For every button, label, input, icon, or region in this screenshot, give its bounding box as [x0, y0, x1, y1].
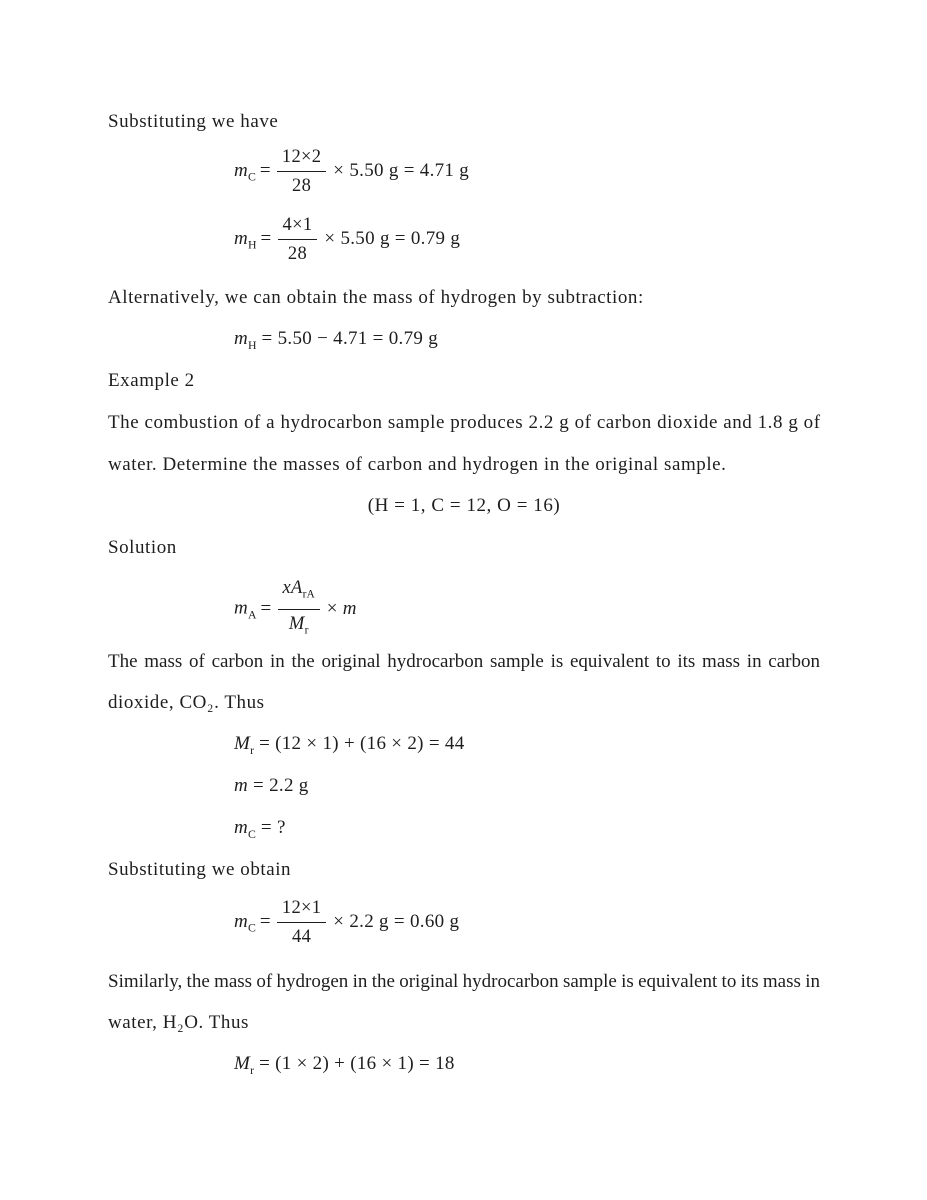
numerator-subscript: rA — [302, 588, 315, 601]
fraction-numerator: 12×2 — [277, 146, 326, 172]
multiplication-sign: × — [326, 597, 338, 619]
subscript-h: H — [248, 238, 257, 252]
variable-m: m — [234, 227, 249, 249]
fraction-denominator: 44 — [292, 927, 312, 947]
subscript-c: C — [248, 170, 256, 184]
carbon-paragraph-line-1: The mass of carbon in the original hydrocarbon sample is equivalent to its mass in carbon — [108, 651, 820, 672]
equals-sign: = — [259, 159, 271, 181]
page-content — [108, 0, 820, 1200]
hydrogen-paragraph-line-2: water, H₂O. Thus — [108, 1012, 249, 1033]
equals-sign: = — [259, 910, 271, 932]
equation-tail: × 2.2 g = 0.60 g — [333, 910, 460, 932]
equation-m-value — [234, 774, 309, 798]
fraction — [277, 146, 326, 197]
equation-mr-h2o — [234, 1052, 455, 1083]
equation-mc-unknown — [234, 816, 286, 847]
equation-mh-subtraction — [234, 327, 438, 358]
equation-tail: = ? — [260, 817, 286, 838]
fraction-denominator — [278, 610, 320, 642]
fraction — [278, 214, 318, 265]
fraction — [278, 577, 320, 641]
denominator-subscript: r — [304, 624, 309, 637]
example-heading: Example 2 — [108, 370, 195, 391]
variable-mr: M — [234, 733, 251, 754]
equation-mc-result — [234, 897, 459, 948]
variable-m: m — [234, 159, 249, 181]
equation-tail: = 2.2 g — [253, 775, 309, 796]
equation-ma-general — [234, 577, 357, 641]
denominator-base: M — [288, 613, 305, 634]
equation-tail: × 5.50 g = 0.79 g — [324, 227, 461, 249]
equation-tail: = 5.50 − 4.71 = 0.79 g — [261, 328, 439, 349]
fraction-numerator: 12×1 — [277, 897, 326, 923]
equation-mh-ethene — [234, 214, 460, 265]
solution-heading: Solution — [108, 537, 177, 558]
fraction-numerator — [278, 577, 320, 610]
problem-line-1: The combustion of a hydrocarbon sample produces 2.2 g of carbon dioxide and 1.8 g of — [108, 412, 821, 433]
hydrogen-paragraph-line-1: Similarly, the mass of hydrogen in the original hydrocarbon sample is equivalent to its mass in — [108, 971, 820, 992]
fraction — [277, 897, 326, 948]
equation-tail: = (1 × 2) + (16 × 1) = 18 — [259, 1053, 455, 1074]
fraction-denominator: 28 — [292, 176, 312, 196]
variable-m: m — [234, 817, 249, 838]
substituting-obtain-line: Substituting we obtain — [108, 859, 292, 880]
subscript-c: C — [248, 827, 256, 841]
carbon-paragraph-line-2: dioxide, CO₂. Thus — [108, 692, 265, 713]
fraction-numerator: 4×1 — [278, 214, 318, 240]
variable-m: m — [234, 910, 249, 932]
variable-m: m — [234, 597, 249, 619]
subscript-c: C — [248, 921, 256, 935]
problem-line-2: water. Determine the masses of carbon and hydrogen in the original sample. — [108, 454, 727, 475]
variable-m-tail: m — [342, 597, 357, 619]
subscript-r: r — [250, 1063, 255, 1077]
equals-sign: = — [260, 227, 272, 249]
given-data-line: (H = 1, C = 12, O = 16) — [367, 495, 561, 516]
variable-mr: M — [234, 1053, 251, 1074]
equation-tail: × 5.50 g = 4.71 g — [333, 159, 470, 181]
subscript-h: H — [248, 338, 257, 352]
variable-m: m — [234, 775, 249, 796]
equals-sign: = — [260, 597, 272, 619]
subscript-a: A — [248, 608, 257, 622]
numerator-base: xA — [282, 578, 303, 598]
variable-m: m — [234, 328, 249, 349]
subscript-r: r — [250, 743, 255, 757]
equation-mc-ethene — [234, 146, 469, 197]
intro-line: Substituting we have — [108, 111, 279, 132]
alternative-line: Alternatively, we can obtain the mass of hydrogen by subtraction: — [108, 287, 644, 308]
equation-mr-co2 — [234, 732, 465, 763]
fraction-denominator: 28 — [287, 244, 308, 264]
equation-tail: = (12 × 1) + (16 × 2) = 44 — [259, 733, 465, 754]
